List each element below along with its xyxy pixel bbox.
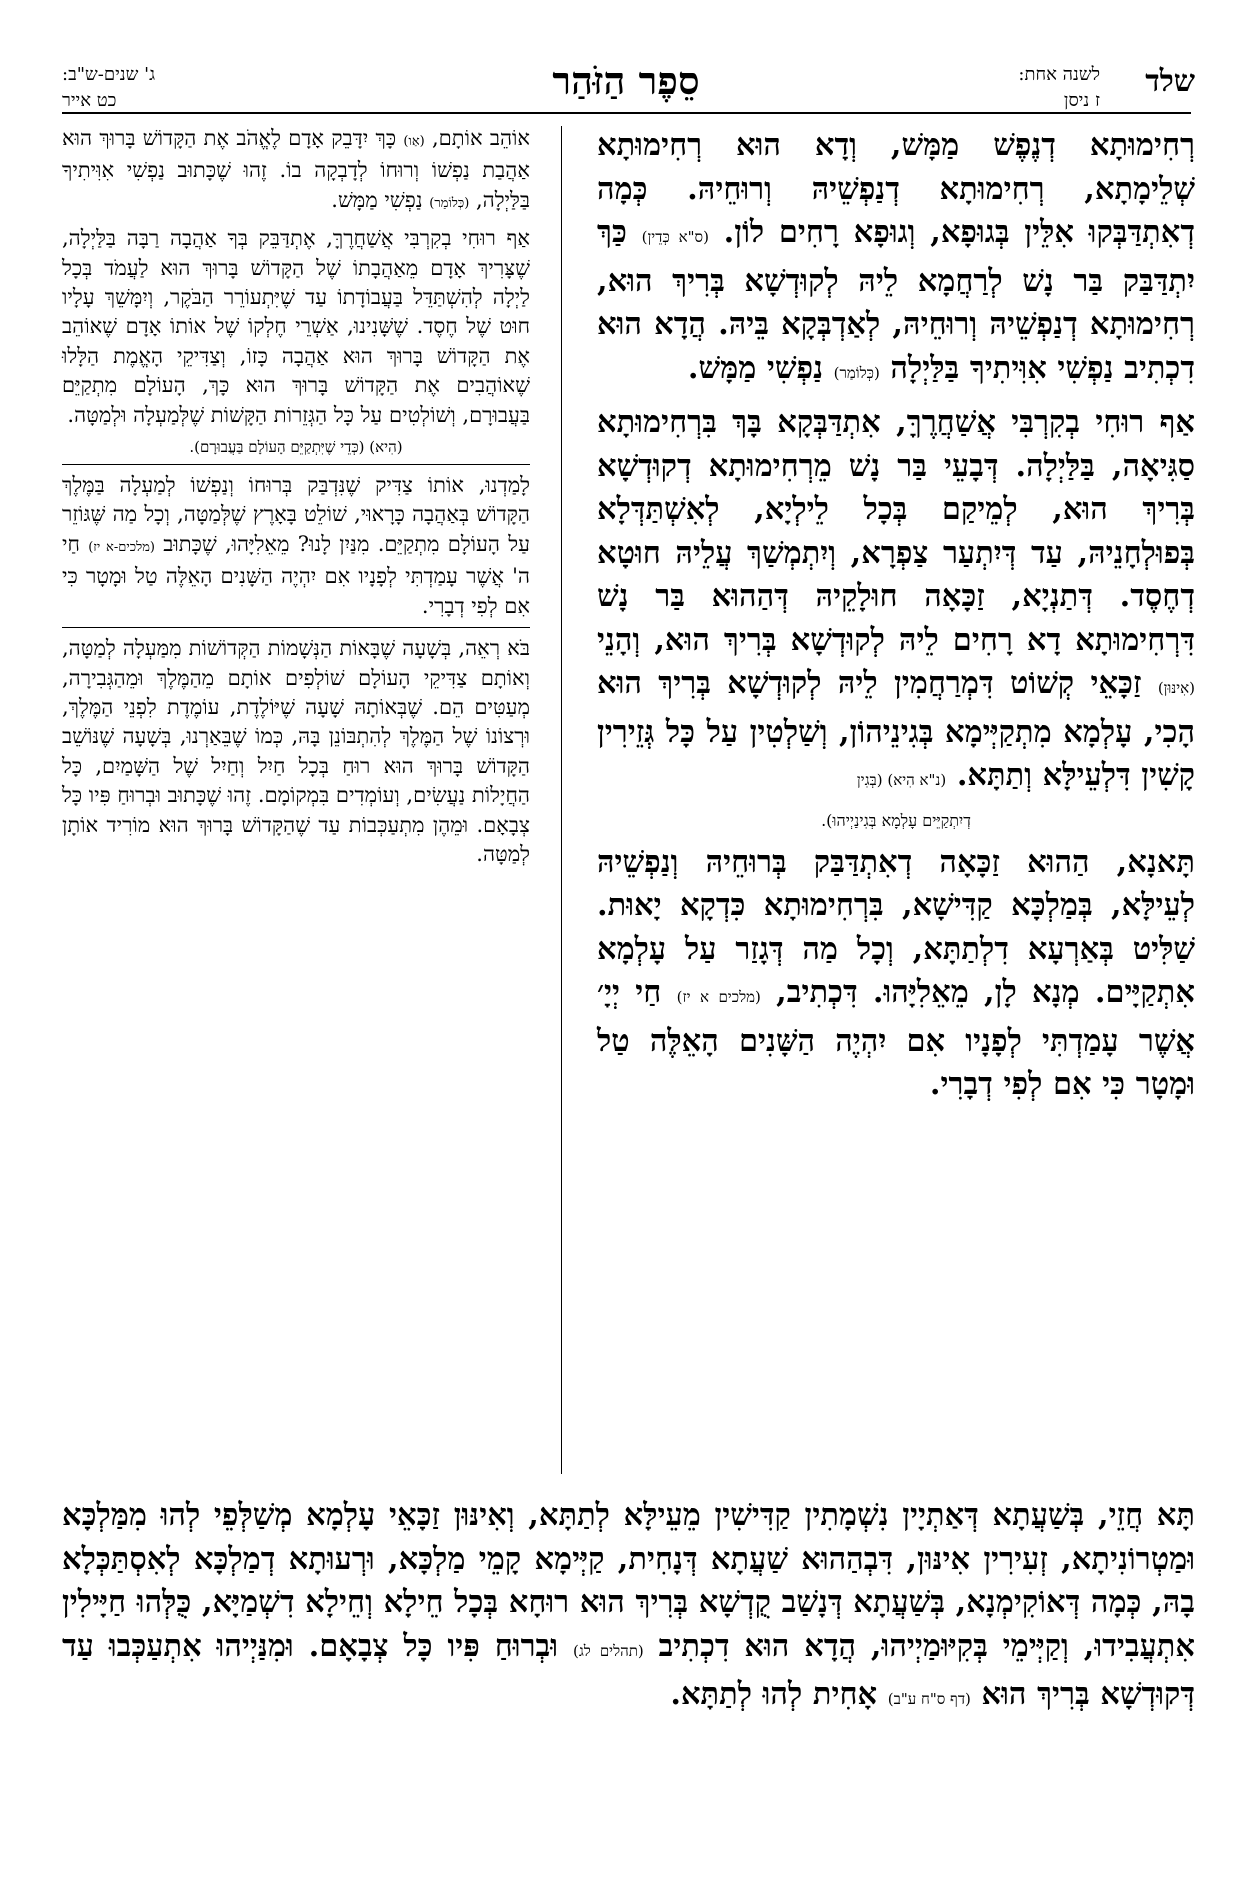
column-divider: [561, 126, 562, 1474]
main-column-aramaic: [597, 124, 1195, 1113]
variant-note: (נ"א הִיא) (בְּגִין: [856, 771, 947, 789]
text-run: כַּךְ יִתְדַּבַּק בַּר נָשׁ לְרַחֲמָא לֵיהּ לְקוּדְשָׁא בְּרִיךְ הוּא, רְחִימוּתָא דְנַפְשֵׁיהּ וְרוּחֵיהּ, לְאַדְבְּקָא בֵּיהּ. הֲדָא הוּא דִכְתִיב נַפְשִׁי אִוִּיתִיךָ בַּלַּיְלָה: [597, 214, 1195, 386]
text-run: אָחִית לְהוּ לְתַתָּא.: [670, 1676, 878, 1712]
text-run: אַף רוּחִי בְקִרְבִּי אֲשַׁחֲרֶךָּ, אִתְדַּבְּקָא בָּךְ בִּרְחִימוּתָא סַגִּיאָה, בַּלַּיְלָה. דְּבָעֵי בַּר נָשׁ מֵרְחִימוּתָא דְקוּדְשָׁא בְּרִיךְ הוּא, לְמֵיקַם בְּכָל לֵילְיָא, לְאִשְׁתַּדְּלָא בְּפוּלְחָנֵיהּ, עַד דְּיִתְעַר צַפְרָא, וְיִתְמְשַׁךְ עֲלֵיהּ חוּטָא דְחֶסֶד. דְּתַנְיָא, זַכָּאָה חוּלָקֵיהּ דְּהַהוּא בַּר נָשׁ דִּרְחִימוּתָא דָא רָחִים לֵיהּ לְקוּדְשָׁא בְּרִיךְ הוּא, וְהָנֵי: [597, 404, 1195, 658]
study-schedule-three-years: ג' שנים-ש"ב:: [62, 64, 156, 85]
text-run: חַי ה' אֲשֶׁר עָמַדְתִּי לְפָנָיו אִם יִהְיֶה הַשָּׁנִים הָאֵלֶּה טַל וּמָטָר כִּי אִם לְפִי דְבָרִי.: [62, 531, 530, 618]
side-paragraph-2: [62, 224, 530, 430]
scripture-reference: (מלכים-א יז): [88, 539, 155, 555]
text-run: בֹּא רְאֵה, בְּשָׁעָה שֶׁבָּאוֹת הַנְּשָׁמוֹת הַקְּדוֹשׁוֹת מִמַּעְלָה לְמַטָּה, וְאוֹתָם צַדִּיקֵי הָעוֹלָם שׁוֹלְפִים אוֹתָם מֵהַמֶּלֶךְ וּמֵהַגְּבִירָה, מְעַטִּים הֵם. שֶׁבְּאוֹתָהּ שָׁעָה שֶׁיּוֹלֶדֶת, עוֹמֶדֶת לִפְנֵי הַמֶּלֶךְ, וּרְצוֹנוֹ שֶׁל הַמֶּלֶךְ לְהִתְבּוֹנֵן בָּהּ, כְּמוֹ שֶׁבֵּאַרְנוּ, בְּשָׁעָה שֶׁנּוֹשֵׁב הַקָּדוֹשׁ בָּרוּךְ הוּא רוּחַ בְּכָל חַיִל וְחַיִל שֶׁל הַשָּׁמַיִם, כָּל הַחֲיָלוֹת נַעֲשִׂים, וְעוֹמְדִים בִּמְקוֹמָם. זֶהוּ שֶׁכָּתוּב וּבְרוּחַ פִּיו כָּל צְבָאָם. וּמֵהֶן מִתְעַכְּבוֹת עַד שֶׁהַקָּדוֹשׁ בָּרוּךְ הוּא מוֹרִיד אוֹתָן לְמַטָּה.: [62, 636, 530, 866]
page-reference: (דף ס"ח ע"ב): [887, 1690, 971, 1708]
study-date-three-years: כט אייר: [62, 90, 117, 111]
page-number: שלד: [1145, 64, 1195, 99]
text-run: חַי יְיָ׳ אֲשֶׁר עָמַדְתִּי לְפָנָיו אִם יִהְיֶה הַשָּׁנִים הָאֵלֶּה טַל וּמָטָר כִּי אִם לְפִי דְבָרִי.: [597, 974, 1195, 1102]
scripture-reference: (תהלים לג): [572, 1641, 644, 1660]
side-variant-footnote: (הִיא) (כְּדֵי שֶׁיִּתְקַיֵּם הָעוֹלָם בַּעֲבוּרָם).: [189, 438, 403, 457]
side-separator: [62, 464, 530, 465]
text-run: לָמַדְנוּ, אוֹתוֹ צַדִּיק שֶׁנִּדְבַּק בְּרוּחוֹ וְנַפְשׁוֹ לְמַעְלָה בַּמֶּלֶךְ הַקָּדוֹשׁ בְּאַהֲבָה כָּרָאוּי, שׁוֹלֵט בָּאָרֶץ שֶׁלְּמַטָּה, וְכָל מַה שֶּׁגּוֹזֵר עַל הָעוֹלָם מִתְקַיֵּם. מִנַּיִן לָנוּ? מֵאֵלִיָּהוּ, שֶׁכָּתוּב: [62, 473, 530, 556]
text-run: כָּךְ יִדָּבֵק אָדָם לֶאֱהֹב אֶת הַקָּדוֹשׁ בָּרוּךְ הוּא אַהֲבַת נַפְשׁוֹ וְרוּחוֹ לְדָבְקָה בוֹ. זֶהוּ שֶׁכָּתוּב נַפְשִׁי אִוִּיתִיךָ בַּלַּיְלָה,: [62, 126, 530, 212]
text-run: תָּאנָא, הַהוּא זַכָּאָה דְאִתְדַּבַּק בְּרוּחֵיהּ וְנַפְשֵׁיהּ לְעֵילָּא, בְּמַלְכָּא קַדִּישָׁא, בִּרְחִימוּתָא כִּדְקָא יָאוּת. שַׁלִּיט בְּאַרְעָא דִלְתַתָּא, וְכָל מַה דְּגָזַר עַל עָלְמָא אִתְקַיָּים. מְנָא לָן, מֵאֵלִיָּהוּ. דִּכְתִיב,: [597, 843, 1195, 1010]
bottom-fullwidth-block: [62, 1494, 1195, 1728]
main-paragraph-1: [597, 124, 1195, 395]
study-schedule-one-year: לשנה אחת:: [1018, 64, 1100, 85]
text-run: רְחִימוּתָא דְנֶפֶשׁ מַמָּשׁ, וְדָא הוּא רְחִימוּתָא שְׁלֵימָתָא, רְחִימוּתָא דְנַפְשֵׁיהּ וְרוּחֵיהּ. כְּמָה דְאִתְדַּבְּקוּ אִלֵּין בְּגוּפָא, וְגוּפָא רָחִים לוֹן.: [597, 127, 1195, 250]
side-paragraph-4: [62, 634, 530, 869]
header-right: [895, 58, 1195, 116]
text-run: זַכָּאֵי קְשׁוֹט דִּמְרַחֲמִין לֵיהּ לְקוּדְשָׁא בְּרִיךְ הוּא הָכִי, עָלְמָא מִתְקַיְּימָא בְּגִינֵיהוֹן, וְשַׁלְטִין עַל כָּל גְּזֵירִין קָשִׁין דִּלְעֵילָּא וְתַתָּא.: [597, 665, 1195, 793]
study-date-one-year: ז ניסן: [1063, 90, 1100, 111]
book-title: סֵפֶר הַזֹּהַר: [552, 58, 700, 103]
scripture-reference: (מלכים א יז): [676, 988, 761, 1006]
text-run: נַפְשִׁי מַמָּשׁ.: [687, 349, 824, 386]
text-run: אוֹהֵב אוֹתָם,: [431, 126, 530, 150]
variant-note: (כְּלוֹמַר): [429, 195, 470, 211]
text-run: תָּא חֲזֵי, בְּשַׁעֲתָא דְּאַתְיָין נִשְׁמָתִין קַדִּישִׁין מֵעֵילָּא לְתַתָּא, וְאִינּוּן זַכָּאֵי עָלְמָא מְשַׁלְּפֵי לְהוּ מִמַּלְכָּא וּמַטְרוֹנִיתָא, זְעִירִין אִינּוּן, דִּבְהַהוּא שַׁעֲתָא דְּנָחִית, קַיְּימָא קָמֵי מַלְכָּא, וּרְעוּתָא דְמַלְכָּא לְאִסְתַּכְּלָא בָהּ, כְּמָה דְּאוֹקִימְנָא, בְּשַׁעֲתָא דְּנָשַׁב קֻדְשָׁא בְּרִיךְ הוּא רוּחָא בְּכָל חֵילָא וְחֵילָא דִשְׁמַיָּא, כֻּלְּהוּ חַיָּילִין אִתְעֲבִידוּ, וְקַיְּימֵי בְּקִיּוּמַיְיהוּ, הֲדָא הוּא דִכְתִיב: [62, 1497, 1195, 1664]
variant-note: (אִינּוּן): [1157, 679, 1195, 697]
text-run: נַפְשִׁי מַמָּשׁ.: [331, 187, 423, 212]
main-paragraph-2: [597, 401, 1195, 803]
variant-note: (ס"א כְּדֵין): [641, 228, 709, 246]
main-paragraph-3: [597, 841, 1195, 1107]
bottom-paragraph-1: [62, 1494, 1195, 1722]
header-left: [62, 58, 362, 116]
variant-note: (כְּלוֹמַר): [833, 363, 880, 382]
side-column-hebrew: [62, 124, 530, 875]
side-separator: [62, 627, 530, 628]
header-rule: [62, 112, 1191, 114]
main-variant-footnote: דְיִתְקַיֵּים עָלְמָא בְּגִינַיְיהוּ).: [821, 810, 971, 830]
side-paragraph-1: [62, 124, 530, 218]
text-run: אַף רוּחִי בְקִרְבִּי אֲשַׁחֲרֶךָּ, אֶתְדַּבֵּק בְּךָ אַהֲבָה רַבָּה בַּלַּיְלָה, שֶׁצָּרִיךְ אָדָם מֵאַהֲבָתוֹ שֶׁל הַקָּדוֹשׁ בָּרוּךְ הוּא לַעֲמֹד בְּכָל לַיְלָה לְהִשְׁתַּדֵּל בַּעֲבוֹדָתוֹ עַד שֶׁיִּתְעוֹרֵר הַבֹּקֶר, וְיִמָּשֵׁךְ עָלָיו חוּט שֶׁל חֶסֶד. שֶׁשָּׁנִינוּ, אַשְׁרֵי חֶלְקוֹ שֶׁל אוֹתוֹ אָדָם שֶׁאוֹהֵב אֶת הַקָּדוֹשׁ בָּרוּךְ הוּא אַהֲבָה כָּזוֹ, וְצַדִּיקֵי הָאֱמֶת הַלָּלוּ שֶׁאוֹהֲבִים אֶת הַקָּדוֹשׁ בָּרוּךְ הוּא כָּךְ, הָעוֹלָם מִתְקַיֵּם בַּעֲבוּרָם, וְשׁוֹלְטִים עַל כָּל הַגְּזֵרוֹת הַקָּשׁוֹת שֶׁלְּמַעְלָה וּלְמַטָּה.: [62, 226, 530, 427]
text-run: וּבְרוּחַ פִּיו כָּל צְבָאָם. וּמִנַּיְיהוּ אִתְעַכְּבוּ עַד דְּקוּדְשָׁא בְּרִיךְ הוּא: [62, 1627, 1195, 1712]
header-center: [476, 58, 776, 116]
variant-note: (אַו): [403, 134, 425, 149]
side-paragraph-3: [62, 471, 530, 621]
